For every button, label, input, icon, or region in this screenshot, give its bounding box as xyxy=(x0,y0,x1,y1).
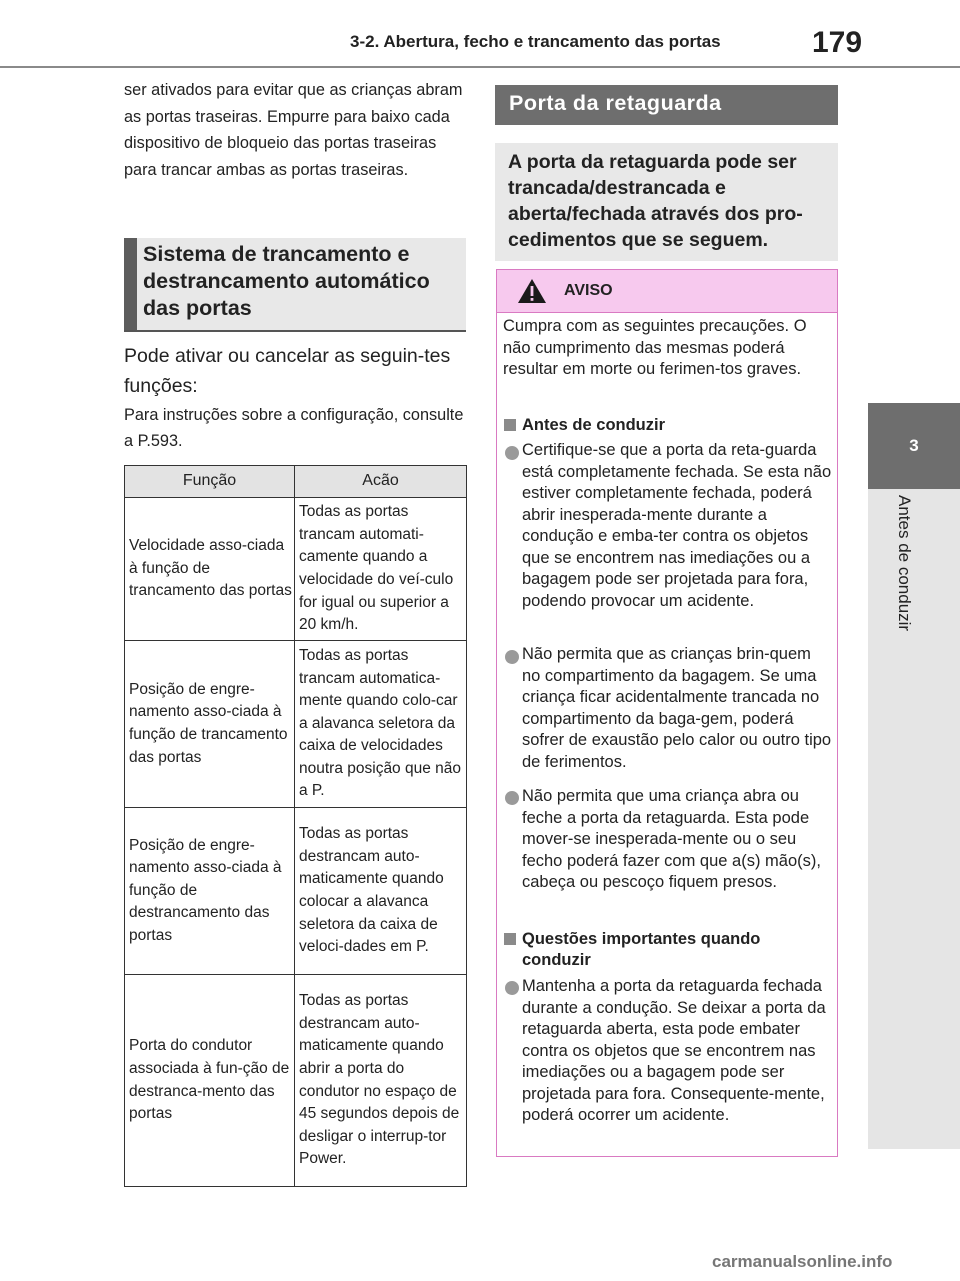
bullet-icon xyxy=(505,791,519,805)
warning-subtitle-1: Antes de conduzir xyxy=(522,416,666,434)
warning-intro: Cumpra com as seguintes precauções. O não cumprimento das mesmas poderá resultar em morte ou ferimen-tos graves. xyxy=(503,317,807,378)
lead-text: Pode ativar ou cancelar as seguin-tes funções: xyxy=(124,345,451,397)
instructions-text: Para instruções sobre a configuração, consulte a P.593. xyxy=(124,406,464,450)
table-cell-action: Todas as portas destrancam auto-maticamente quando colocar a alavanca seletora da caixa de veloci-dades em P. xyxy=(295,808,467,975)
table-cell-function: Posição de engre-namento asso-ciada à função de destrancamento das portas xyxy=(125,808,295,975)
square-bullet-icon xyxy=(504,933,516,945)
warning-subtitle-2: Questões importantes quando conduzir xyxy=(522,930,761,969)
header-divider xyxy=(0,66,960,68)
square-bullet-icon xyxy=(504,419,516,431)
intro-paragraph: ser ativados para evitar que as crianças abram as portas traseiras. Empurre para baixo cada dispositivo de bloqueio das portas traseiras para trancar ambas as portas traseiras. xyxy=(124,81,463,179)
section-header: 3-2. Abertura, fecho e trancamento das portas xyxy=(350,32,721,51)
page-number: 179 xyxy=(812,26,863,59)
right-section-title: Porta da retaguarda xyxy=(509,91,722,115)
warning-item: Não permita que uma criança abra ou feche a porta da retaguarda. Esta pode mover-se inesperada-mente ou o seu fecho poderá fazer com que a(s) mão(s), cabeça ou pescoço fiquem presos. xyxy=(522,787,821,891)
bullet-icon xyxy=(505,650,519,664)
right-section-header xyxy=(495,85,838,125)
table-cell-function: Posição de engre-namento asso-ciada à função de trancamento das portas xyxy=(125,641,295,808)
section-title: Sistema de trancamento e destrancamento automático das portas xyxy=(143,242,430,320)
chapter-label: Antes de conduzir xyxy=(895,495,914,632)
chapter-tab xyxy=(868,403,960,489)
right-intro-text: A porta da retaguarda pode ser trancada/destrancada e aberta/fechada através dos pro-cedimentos que se seguem. xyxy=(508,151,803,251)
table-cell-function: Porta do condutor associada à fun-ção de destranca-mento das portas xyxy=(125,975,295,1187)
table-row xyxy=(125,808,467,975)
warning-item: Não permita que as crianças brin-quem no compartimento da bagagem. Se uma criança ficar acidentalmente trancada no compartimento da baga-gem, poderá sofrer de exaustão pelo calor ou outro tipo de ferimentos. xyxy=(522,645,832,771)
watermark-text: carmanualsonline.info xyxy=(712,1252,893,1271)
table-row xyxy=(125,641,467,808)
warning-item: Certifique-se que a porta da reta-guarda está completamente fechada. Se esta não estiver completamente fechada, poderá abrir inesperada-mente durante a condução e emba-ter contra os objetos que se encontrem nas imediações ou a bagagem pode ser projetada para fora, podendo provocar um acidente. xyxy=(522,441,832,610)
warning-title: AVISO xyxy=(564,282,613,299)
warning-item: Mantenha a porta da retaguarda fechada durante a condução. Se deixar a porta da retaguarda aberta, esta pode embater contra os objetos que se encontrem nas imediações ou a bagagem pode ser projetada para fora. Consequente-mente, poderá ocorrer um acidente. xyxy=(522,977,826,1124)
table-header-function: Função xyxy=(125,466,295,498)
table-cell-action: Todas as portas trancam automati-camente quando a velocidade do veí-culo for igual ou superior a 20 km/h. xyxy=(295,498,467,641)
bullet-icon xyxy=(505,446,519,460)
table-cell-action: Todas as portas destrancam auto-maticamente quando abrir a porta do condutor no espaço de 45 segundos depois de desligar o interrup-tor Power. xyxy=(295,975,467,1187)
bullet-icon xyxy=(505,981,519,995)
warning-triangle-icon xyxy=(517,278,547,304)
table-row xyxy=(125,975,467,1187)
table-header-action: Acão xyxy=(295,466,467,498)
table-cell-action: Todas as portas trancam automatica-mente quando colo-car a alavanca seletora da caixa de velocidades noutra posição que não a P. xyxy=(295,641,467,808)
warning-header xyxy=(497,270,837,313)
chapter-number: 3 xyxy=(909,436,919,455)
section-title-bar xyxy=(124,238,137,330)
functions-table xyxy=(124,465,467,1187)
table-row xyxy=(125,498,467,641)
table-cell-function: Velocidade asso-ciada à função de trancamento das portas xyxy=(125,498,295,641)
